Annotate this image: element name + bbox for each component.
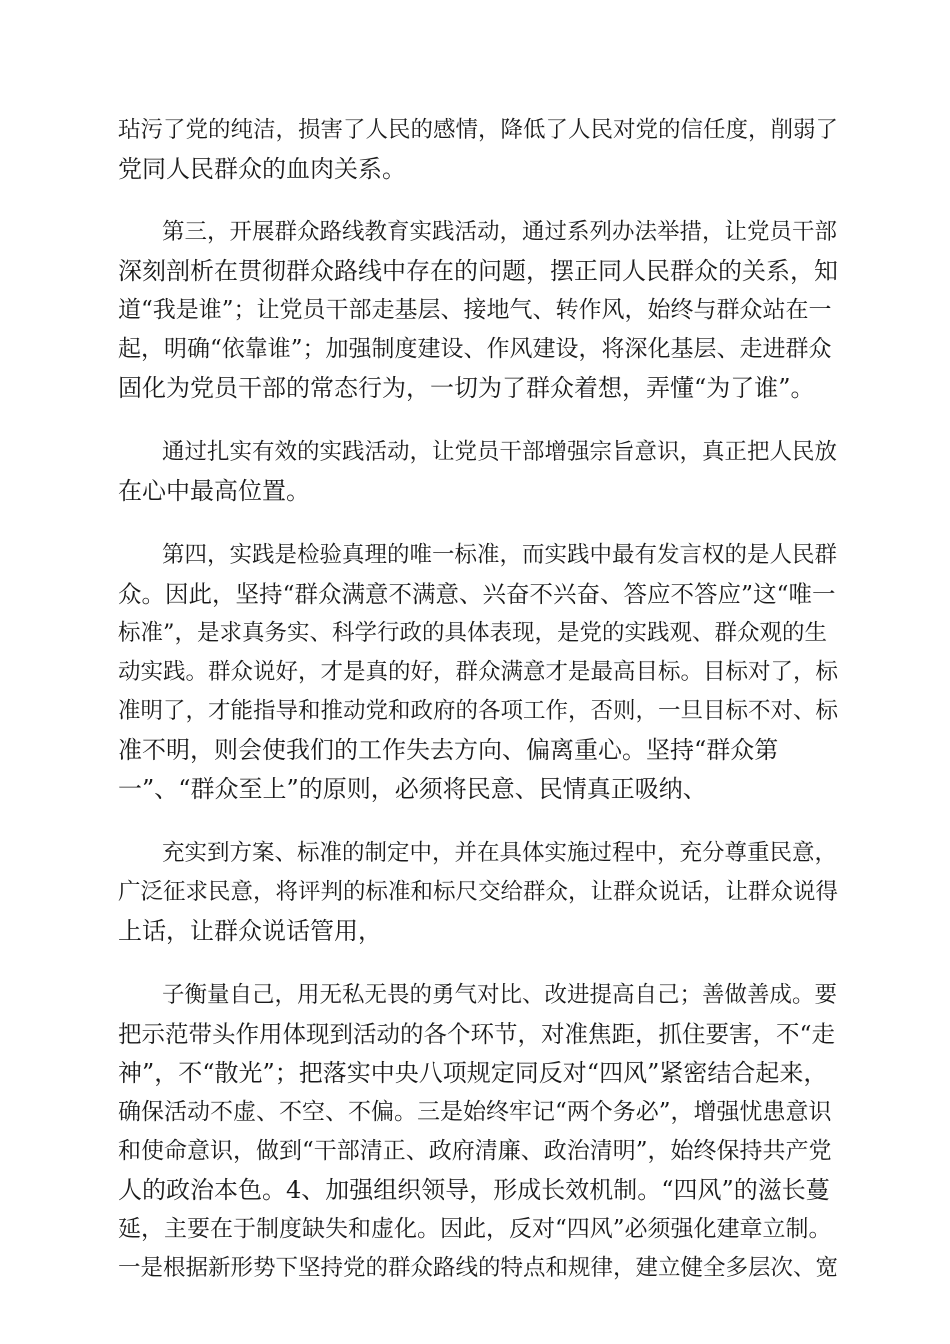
paragraph-5-line-1: 充实到方案、标准的制定中，并在具体实施过程中，充分尊重民意， xyxy=(162,840,838,866)
paragraph-4-line-4: 动实践。群众说好，才是真的好，群众满意才是最高目标。目标对了，标 xyxy=(118,659,839,685)
paragraph-6-line-7: 延，主要在于制度缺失和虚化。因此，反对“四风”必须强化建章立制。 xyxy=(118,1216,832,1242)
paragraph-2-line-1: 第三，开展群众路线教育实践活动，通过系列办法举措，让党员干部 xyxy=(162,219,838,245)
paragraph-6-line-1: 子衡量自己，用无私无畏的勇气对比、改进提高自己；善做善成。要 xyxy=(162,982,838,1008)
paragraph-2-line-5: 固化为党员干部的常态行为，一切为了群众着想，弄懂“为了谁”。 xyxy=(118,374,815,402)
paragraph-6-line-4: 确保活动不虚、不空、不偏。三是始终牢记“两个务必”，增强忧患意识 xyxy=(118,1099,832,1125)
paragraph-1-line-1: 玷污了党的纯洁，损害了人民的感情，降低了人民对党的信任度，削弱了 xyxy=(118,117,839,143)
paragraph-4-line-1: 第四，实践是检验真理的唯一标准，而实践中最有发言权的是人民群 xyxy=(162,542,838,568)
paragraph-6-line-3: 神”，不“散光”；把落实中央八项规定同反对“四风”紧密结合起来， xyxy=(118,1059,828,1087)
paragraph-6-line-8: 一是根据新形势下坚持党的群众路线的特点和规律，建立健全多层次、宽 xyxy=(118,1255,839,1281)
paragraph-6-line-2: 把示范带头作用体现到活动的各个环节，对准焦距，抓住要害，不“走 xyxy=(118,1020,836,1048)
paragraph-2-line-2: 深刻剖析在贯彻群众路线中存在的问题，摆正同人民群众的关系，知 xyxy=(118,257,838,285)
paragraph-2-line-4: 起，明确“依靠谁”；加强制度建设、作风建设，将深化基层、走进群众 xyxy=(118,336,832,362)
paragraph-3-line-1: 通过扎实有效的实践活动，让党员干部增强宗旨意识，真正把人民放 xyxy=(162,439,838,465)
paragraph-3-line-2: 在心中最高位置。 xyxy=(118,477,310,505)
paragraph-6-line-5: 和使命意识，做到“干部清正、政府清廉、政治清明”，始终保持共产党 xyxy=(118,1138,832,1164)
paragraph-4-line-6: 准不明，则会使我们的工作失去方向、偏离重心。坚持“群众第 xyxy=(118,736,779,764)
paragraph-4-line-2: 众。因此，坚持“群众满意不满意、兴奋不兴奋、答应不答应”这“唯一 xyxy=(118,580,836,608)
paragraph-6-line-6: 人的政治本色。4、加强组织领导，形成长效机制。“四风”的滋长蔓 xyxy=(118,1176,830,1204)
paragraph-5-line-2: 广泛征求民意，将评判的标准和标尺交给群众，让群众说话，让群众说得 xyxy=(118,879,839,905)
paragraph-1-line-2: 党同人民群众的血肉关系。 xyxy=(118,155,406,183)
paragraph-4-line-3: 标准”，是求真务实、科学行政的具体表现，是党的实践观、群众观的生 xyxy=(118,620,828,646)
paragraph-4-line-5: 准明了，才能指导和推动党和政府的各项工作，否则，一旦目标不对、标 xyxy=(118,698,839,724)
paragraph-5-line-3: 上话，让群众说话管用， xyxy=(118,917,382,945)
paragraph-2-line-3: 道“我是谁”；让党员干部走基层、接地气、转作风，始终与群众站在一 xyxy=(118,297,832,323)
paragraph-4-line-7: 一”、“群众至上”的原则，必须将民意、民情真正吸纳、 xyxy=(118,775,707,803)
